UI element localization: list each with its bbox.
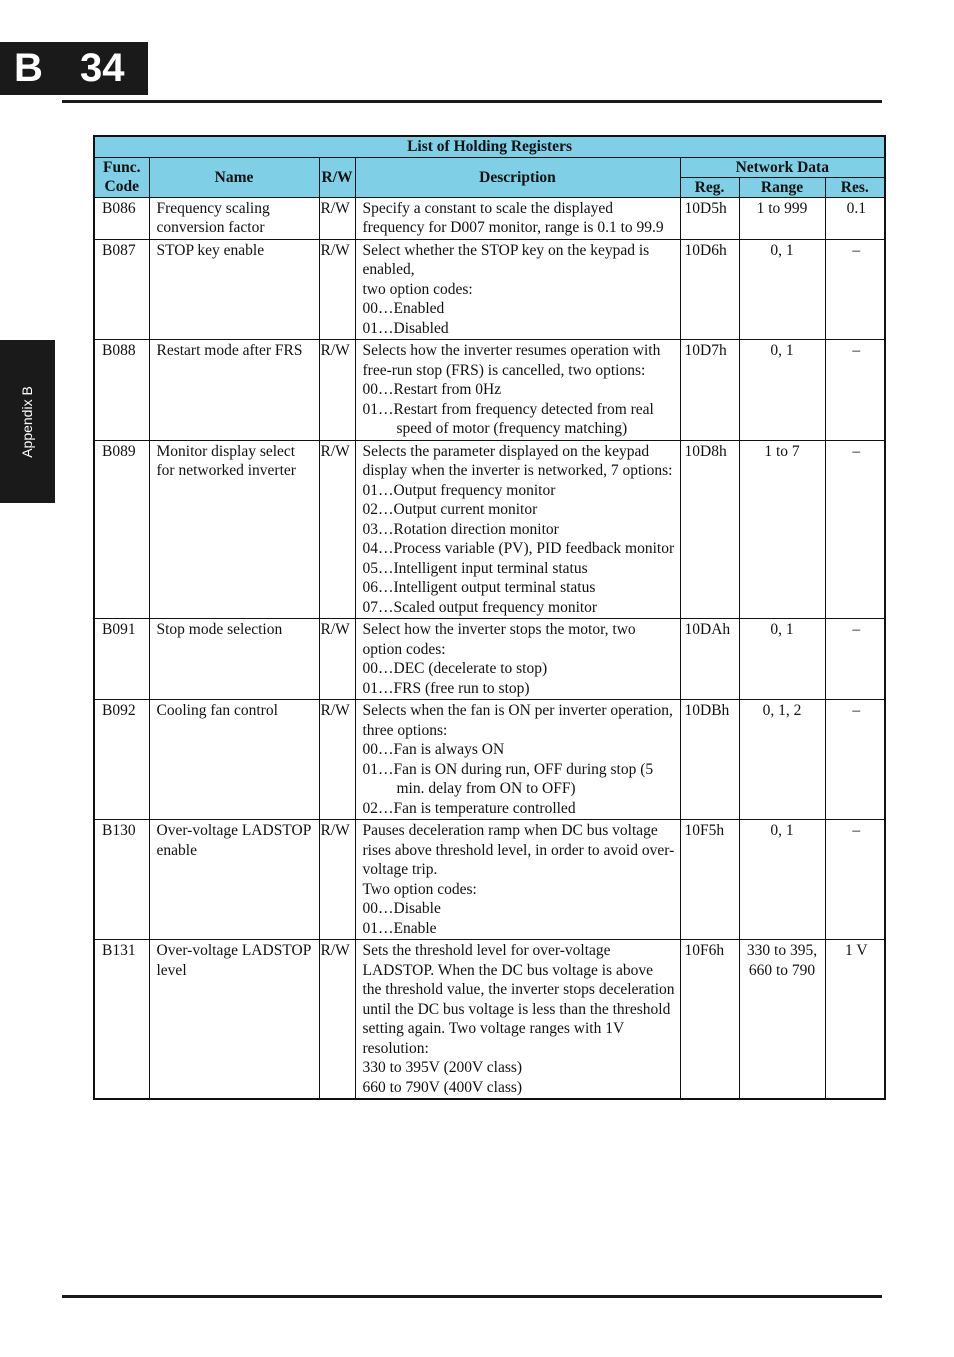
header-func-code: Func. Code <box>94 157 149 197</box>
range-cell: 0, 1 <box>739 820 825 940</box>
reg-cell: 10DBh <box>680 700 739 820</box>
description-text: 660 to 790V (400V class) <box>362 1078 523 1096</box>
option-item: 01…Fan is ON during run, OFF during stop (5 min. delay from ON to OFF) <box>362 760 654 797</box>
reg-cell: 10D8h <box>680 440 739 619</box>
table-row <box>94 700 885 820</box>
option-item: 00…Restart from 0Hz <box>362 381 502 398</box>
header-res: Res. <box>825 177 885 197</box>
range-cell: 0, 1 <box>739 340 825 441</box>
rw-cell: R/W <box>319 340 355 441</box>
name-cell: Restart mode after FRS <box>149 340 319 441</box>
reg-cell: 10F5h <box>680 820 739 940</box>
header-description: Description <box>355 157 680 197</box>
res-cell: 1 V <box>825 940 885 1100</box>
rw-cell: R/W <box>319 197 355 239</box>
table-row <box>94 940 885 1100</box>
option-item: 07…Scaled output frequency monitor <box>362 598 598 616</box>
func-code-cell: B087 <box>94 239 149 340</box>
name-cell: Monitor display select for networked inverter <box>149 440 319 619</box>
description-text: Selects the parameter displayed on the keypad display when the inverter is networked, 7 options: <box>362 442 673 479</box>
section-letter: B <box>14 46 43 90</box>
name-cell: Cooling fan control <box>149 700 319 820</box>
side-tab <box>0 340 55 503</box>
option-item: 06…Intelligent output terminal status <box>362 579 596 596</box>
rw-cell: R/W <box>319 820 355 940</box>
description-cell <box>355 440 680 619</box>
range-cell: 0, 1 <box>739 619 825 700</box>
option-item: 00…Fan is always ON <box>362 741 505 758</box>
top-rule <box>62 100 882 103</box>
bottom-rule <box>62 1295 882 1298</box>
description-cell <box>355 940 680 1100</box>
description-cell <box>355 619 680 700</box>
description-text: Two option codes: <box>362 880 477 898</box>
description-text: Select whether the STOP key on the keypad is enabled, <box>362 241 650 278</box>
res-cell: – <box>825 340 885 441</box>
description-text: Specify a constant to scale the displayed frequency for D007 monitor, range is 0.1 to 99.9 <box>362 199 664 236</box>
range-cell: 1 to 7 <box>739 440 825 619</box>
reg-cell: 10D5h <box>680 197 739 239</box>
name-cell: Over-voltage LADSTOP enable <box>149 820 319 940</box>
header-rw: R/W <box>319 157 355 197</box>
res-cell: – <box>825 820 885 940</box>
rw-cell: R/W <box>319 239 355 340</box>
description-cell <box>355 700 680 820</box>
reg-cell: 10F6h <box>680 940 739 1100</box>
description-cell <box>355 197 680 239</box>
range-cell: 1 to 999 <box>739 197 825 239</box>
option-item: 04…Process variable (PV), PID feedback monitor <box>362 540 675 557</box>
name-cell: Stop mode selection <box>149 619 319 700</box>
header-reg: Reg. <box>680 177 739 197</box>
func-code-cell: B089 <box>94 440 149 619</box>
table-body <box>94 197 885 1099</box>
option-item: 00…Disable <box>362 900 441 917</box>
res-cell: – <box>825 440 885 619</box>
table-row <box>94 820 885 940</box>
option-item: 01…Enable <box>362 919 437 937</box>
rw-cell: R/W <box>319 440 355 619</box>
rw-cell: R/W <box>319 940 355 1100</box>
reg-cell: 10D6h <box>680 239 739 340</box>
header-network-data: Network Data <box>680 157 885 177</box>
name-cell: STOP key enable <box>149 239 319 340</box>
page-number: 34 <box>80 46 125 90</box>
table-row <box>94 239 885 340</box>
option-item: 00…DEC (decelerate to stop) <box>362 660 548 677</box>
range-cell: 0, 1 <box>739 239 825 340</box>
res-cell: – <box>825 700 885 820</box>
header-range: Range <box>739 177 825 197</box>
option-item: 01…Restart from frequency detected from real speed of motor (frequency matching) <box>362 400 654 437</box>
option-item: 01…Disabled <box>362 319 449 337</box>
header-name: Name <box>149 157 319 197</box>
description-cell <box>355 820 680 940</box>
table-row <box>94 619 885 700</box>
page-tab <box>0 42 148 95</box>
table-row <box>94 340 885 441</box>
description-text: two option codes: <box>362 280 473 298</box>
side-label: Appendix B <box>19 386 35 458</box>
option-item: 02…Fan is temperature controlled <box>362 799 576 817</box>
option-item: 01…FRS (free run to stop) <box>362 679 530 697</box>
func-code-cell: B131 <box>94 940 149 1100</box>
func-code-cell: B088 <box>94 340 149 441</box>
description-cell <box>355 340 680 441</box>
description-text: Sets the threshold level for over-voltage LADSTOP. When the DC bus voltage is above the threshold value, the inverter stops deceleration until the DC bus voltage is less than the threshold setting again. Two voltage ranges with 1V resolution: <box>362 942 675 1057</box>
description-text: Selects when the fan is ON per inverter operation, three options: <box>362 702 673 739</box>
holding-registers-table <box>93 135 886 1100</box>
description-text: Pauses deceleration ramp when DC bus voltage rises above threshold level, in order to avoid over-voltage trip. <box>362 822 675 878</box>
description-text: Selects how the inverter resumes operation with free-run stop (FRS) is cancelled, two options: <box>362 342 661 379</box>
func-code-cell: B091 <box>94 619 149 700</box>
name-cell: Over-voltage LADSTOP level <box>149 940 319 1100</box>
func-code-cell: B130 <box>94 820 149 940</box>
func-code-cell: B092 <box>94 700 149 820</box>
option-item: 03…Rotation direction monitor <box>362 520 559 538</box>
name-cell: Frequency scaling conversion factor <box>149 197 319 239</box>
reg-cell: 10D7h <box>680 340 739 441</box>
description-text: 330 to 395V (200V class) <box>362 1059 523 1076</box>
option-item: 02…Output current monitor <box>362 501 538 518</box>
reg-cell: 10DAh <box>680 619 739 700</box>
range-cell: 0, 1, 2 <box>739 700 825 820</box>
rw-cell: R/W <box>319 700 355 820</box>
range-cell: 330 to 395, 660 to 790 <box>739 940 825 1100</box>
table-row <box>94 440 885 619</box>
res-cell: – <box>825 619 885 700</box>
option-item: 05…Intelligent input terminal status <box>362 559 588 577</box>
func-code-cell: B086 <box>94 197 149 239</box>
rw-cell: R/W <box>319 619 355 700</box>
description-text: Select how the inverter stops the motor, two option codes: <box>362 621 636 658</box>
table-title: List of Holding Registers <box>94 136 885 157</box>
description-cell <box>355 239 680 340</box>
res-cell: – <box>825 239 885 340</box>
option-item: 00…Enabled <box>362 300 445 317</box>
option-item: 01…Output frequency monitor <box>362 481 556 499</box>
table-row <box>94 197 885 239</box>
res-cell: 0.1 <box>825 197 885 239</box>
